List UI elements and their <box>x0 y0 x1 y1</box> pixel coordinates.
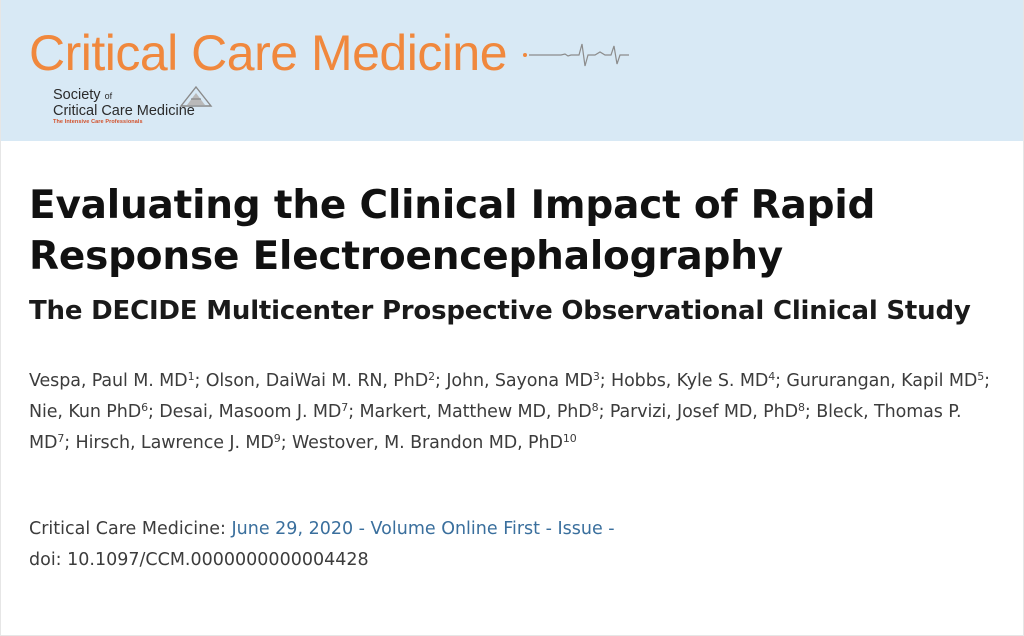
author-affiliation: 5 <box>977 370 985 383</box>
society-name-line2: Critical Care Medicine <box>53 102 195 119</box>
author-name: Hobbs, Kyle S. MD <box>611 371 769 391</box>
author-name: Nie, Kun PhD <box>29 402 142 422</box>
ekg-line-icon <box>521 38 631 72</box>
author-list: Vespa, Paul M. $MD^1$; Olson, DaiWai M. RN, PhD$^2$; John, Sayona $MD^3$; Hobbs, Kyle S. $MD^4$; Gururangan, Kapil $MD^5$; Nie, Kun PhD$^6$; Desai, Masoom J. $MD^7$; Markert, Matthew MD, PhD$^8$; Parvizi, Josef MD, PhD$^8$; Bleck, Thomas P. $MD^7$; Hirsch, Lawrence J. $MD^9$; Westover, M. Brandon MD, PhD$^{10}$ <box>29 370 990 453</box>
author-item[interactable] <box>76 433 281 453</box>
author-affiliation: 4 <box>768 370 776 383</box>
author-item[interactable] <box>610 402 805 422</box>
author-affiliation: 6 <box>141 401 149 414</box>
author-item[interactable] <box>29 402 148 422</box>
author-name: Hirsch, Lawrence J. MD <box>75 433 274 453</box>
author-affiliation: 3 <box>592 370 600 383</box>
journal-header <box>1 0 1023 141</box>
author-name: Parvizi, Josef MD, PhD <box>609 402 799 422</box>
author-item[interactable] <box>29 371 194 391</box>
author-item[interactable] <box>292 433 577 453</box>
society-tagline: The Intensive Care Professionals <box>53 119 143 125</box>
author-affiliation: 7 <box>341 401 349 414</box>
author-item[interactable] <box>159 402 348 422</box>
author-affiliation: 8 <box>798 401 805 414</box>
author-name: Markert, Matthew MD, PhD <box>359 402 592 422</box>
author-name: Desai, Masoom J. MD <box>159 402 342 422</box>
author-item[interactable] <box>206 371 435 391</box>
author-affiliation: 10 <box>562 432 577 445</box>
journal-citation-label: Critical Care Medicine: <box>29 519 232 539</box>
author-item[interactable] <box>359 402 598 422</box>
author-name: Bleck, Thomas P. MD <box>29 402 962 453</box>
author-name: Vespa, Paul M. MD <box>29 371 188 391</box>
author-name: John, Sayona MD <box>446 371 593 391</box>
author-item[interactable] <box>786 371 984 391</box>
author-name: Westover, M. Brandon MD, PhD <box>291 433 563 453</box>
author-name: Gururangan, Kapil MD <box>786 371 978 391</box>
author-affiliation: 7 <box>57 432 65 445</box>
society-logo[interactable] <box>53 88 195 126</box>
author-item[interactable] <box>611 371 775 391</box>
citation-line <box>29 514 615 545</box>
doi-text: doi: 10.1097/CCM.0000000000004428 <box>29 550 369 570</box>
author-item[interactable] <box>446 371 599 391</box>
article-subtitle: The DECIDE Multicenter Prospective Observational Clinical Study <box>29 296 971 326</box>
journal-logo-title[interactable]: Critical Care Medicine <box>29 25 508 81</box>
issue-link[interactable]: June 29, 2020 - Volume Online First - Issue - <box>231 519 615 539</box>
article-title: Evaluating the Clinical Impact of Rapid Response Electroencephalography <box>29 183 876 279</box>
author-name: Olson, DaiWai M. RN, PhD <box>205 371 429 391</box>
author-affiliation: 1 <box>187 370 195 383</box>
author-affiliation: 9 <box>273 432 281 445</box>
society-name-line1: Society of <box>53 87 113 103</box>
author-affiliation: 2 <box>428 370 436 383</box>
author-affiliation: 8 <box>591 401 599 414</box>
